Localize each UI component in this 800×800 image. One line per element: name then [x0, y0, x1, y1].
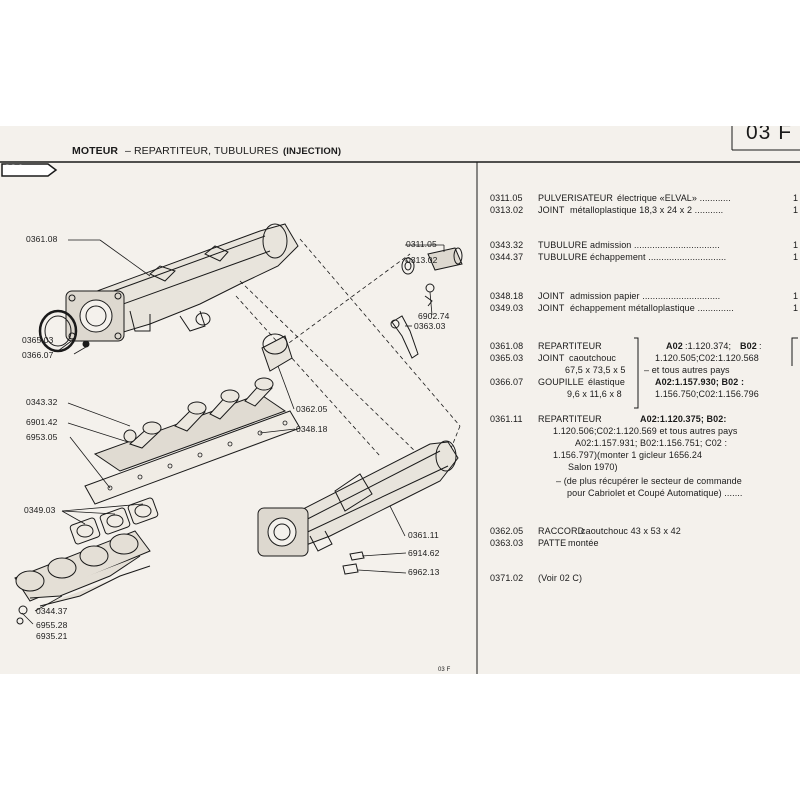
variant-reference: 1.156.750;C02:1.156.796 [655, 389, 759, 399]
part-note: pour Cabriolet et Coupé Automatique) ....... [567, 488, 743, 498]
part-description: électrique «ELVAL» ............ [617, 193, 731, 203]
part-name: PULVERISATEUR [538, 193, 613, 203]
part-code: 0313.02 [490, 205, 524, 215]
part-quantity: 1 [793, 205, 799, 215]
callout-label: 6955.28 [36, 620, 68, 630]
part-name: REPARTITEUR [538, 414, 602, 424]
part-name: RACCORD [538, 526, 585, 536]
page-title-suffix: (INJECTION) [283, 146, 342, 157]
part-description: (Voir 02 C) [538, 573, 583, 583]
part-code: 0361.11 [490, 414, 523, 424]
variant-code: B02 [740, 341, 757, 351]
callout-label: 0363.03 [414, 321, 446, 331]
part-name: PATTE [538, 538, 567, 548]
page-code: 03 F [746, 126, 793, 144]
part-code: 0343.32 [490, 240, 524, 250]
callout-label: 0313.02 [406, 255, 438, 265]
part-description: métalloplastique 18,3 x 24 x 2 ........... [570, 205, 724, 215]
part-quantity: 1 [793, 303, 799, 313]
variant-reference: 1.156.797)(monter 1 gicleur 1656.24 [553, 450, 703, 460]
callout-label: 0343.32 [26, 397, 58, 407]
part-description: admission papier .............................. [570, 291, 721, 301]
part-name: JOINT [538, 291, 565, 301]
callout-label: 0362.05 [296, 404, 328, 414]
variant-reference: – et tous autres pays [644, 365, 730, 375]
callout-label: 0311.05 [406, 239, 437, 249]
part-description: élastique [588, 377, 625, 387]
variant-reference: 1.120.505;C02:1.120.568 [655, 353, 759, 363]
variant-code: A02 [666, 341, 683, 351]
part-dimensions: 67,5 x 73,5 x 5 [565, 365, 626, 375]
part-description: échappement .............................. [590, 252, 727, 262]
part-code: 0362.05 [490, 526, 524, 536]
callout-label: 6914.62 [408, 548, 440, 558]
callout-label: 0348.18 [296, 424, 328, 434]
callout-label: 6953.05 [26, 432, 58, 442]
callout-label: 0366.07 [22, 350, 54, 360]
part-description: caoutchouc 43 x 53 x 42 [581, 526, 681, 536]
part-name: JOINT [538, 353, 565, 363]
upper-manifold-drawing [66, 224, 298, 341]
part-code: 0348.18 [490, 291, 524, 301]
part-code: 0311.05 [490, 193, 523, 203]
part-name: TUBULURE [538, 252, 588, 262]
part-code: 0361.08 [490, 341, 524, 351]
part-quantity: 1 [793, 291, 799, 301]
callout-label: 6902.74 [418, 311, 450, 321]
part-code: 0363.03 [490, 538, 524, 548]
page-title: – REPARTITEUR, TUBULURES [125, 145, 279, 157]
part-dimensions: 9,6 x 11,6 x 8 [567, 389, 622, 399]
variant-reference: A02:1.157.931; B02:1.156.751; C02 : [575, 438, 728, 448]
callout-label: 6901.42 [26, 417, 58, 427]
screw-drawing [350, 552, 364, 560]
part-name: JOINT [538, 205, 565, 215]
callout-label: 6962.13 [408, 567, 440, 577]
part-name: TUBULURE [538, 240, 588, 250]
callout-label: 0349.03 [24, 505, 56, 515]
callout-label: 0365.03 [22, 335, 54, 345]
model-number: 604 [4, 163, 23, 175]
part-code: 0349.03 [490, 303, 524, 313]
variant-reference: :1.120.374; [685, 341, 732, 351]
part-description: admission ................................. [590, 240, 720, 250]
callout-label: 6935.21 [36, 631, 68, 641]
page-title-bold: MOTEUR [72, 145, 119, 157]
part-name: GOUPILLE [538, 377, 584, 387]
part-quantity: 1 [793, 240, 799, 250]
callout-label: 0361.08 [26, 234, 58, 244]
part-quantity: 1 [793, 252, 799, 262]
part-code: 0366.07 [490, 377, 524, 387]
part-name: JOINT [538, 303, 565, 313]
part-name: REPARTITEUR [538, 341, 602, 351]
variant-reference: : [759, 341, 762, 351]
part-code: 0371.02 [490, 573, 524, 583]
part-note: – (de plus récupérer le secteur de commande [556, 476, 742, 486]
part-description: échappement métalloplastique .............. [570, 303, 734, 313]
part-description: caoutchouc [569, 353, 617, 363]
part-code: 0365.03 [490, 353, 524, 363]
callout-label: 0344.37 [36, 606, 68, 616]
footer-code: 03 F [438, 667, 451, 673]
part-quantity: 1 [793, 193, 799, 203]
variant-reference: A02:1.157.930; B02 : [655, 377, 745, 387]
part-code: 0344.37 [490, 252, 524, 262]
part-description: montée [568, 538, 599, 548]
parts-catalog-page [0, 126, 800, 674]
variant-reference: Salon 1970) [568, 462, 618, 472]
variant-reference: A02:1.120.375; B02: [640, 414, 727, 424]
callout-label: 0361.11 [408, 530, 439, 540]
variant-reference: 1.120.506;C02:1.120.569 et tous autres pays [553, 426, 738, 436]
